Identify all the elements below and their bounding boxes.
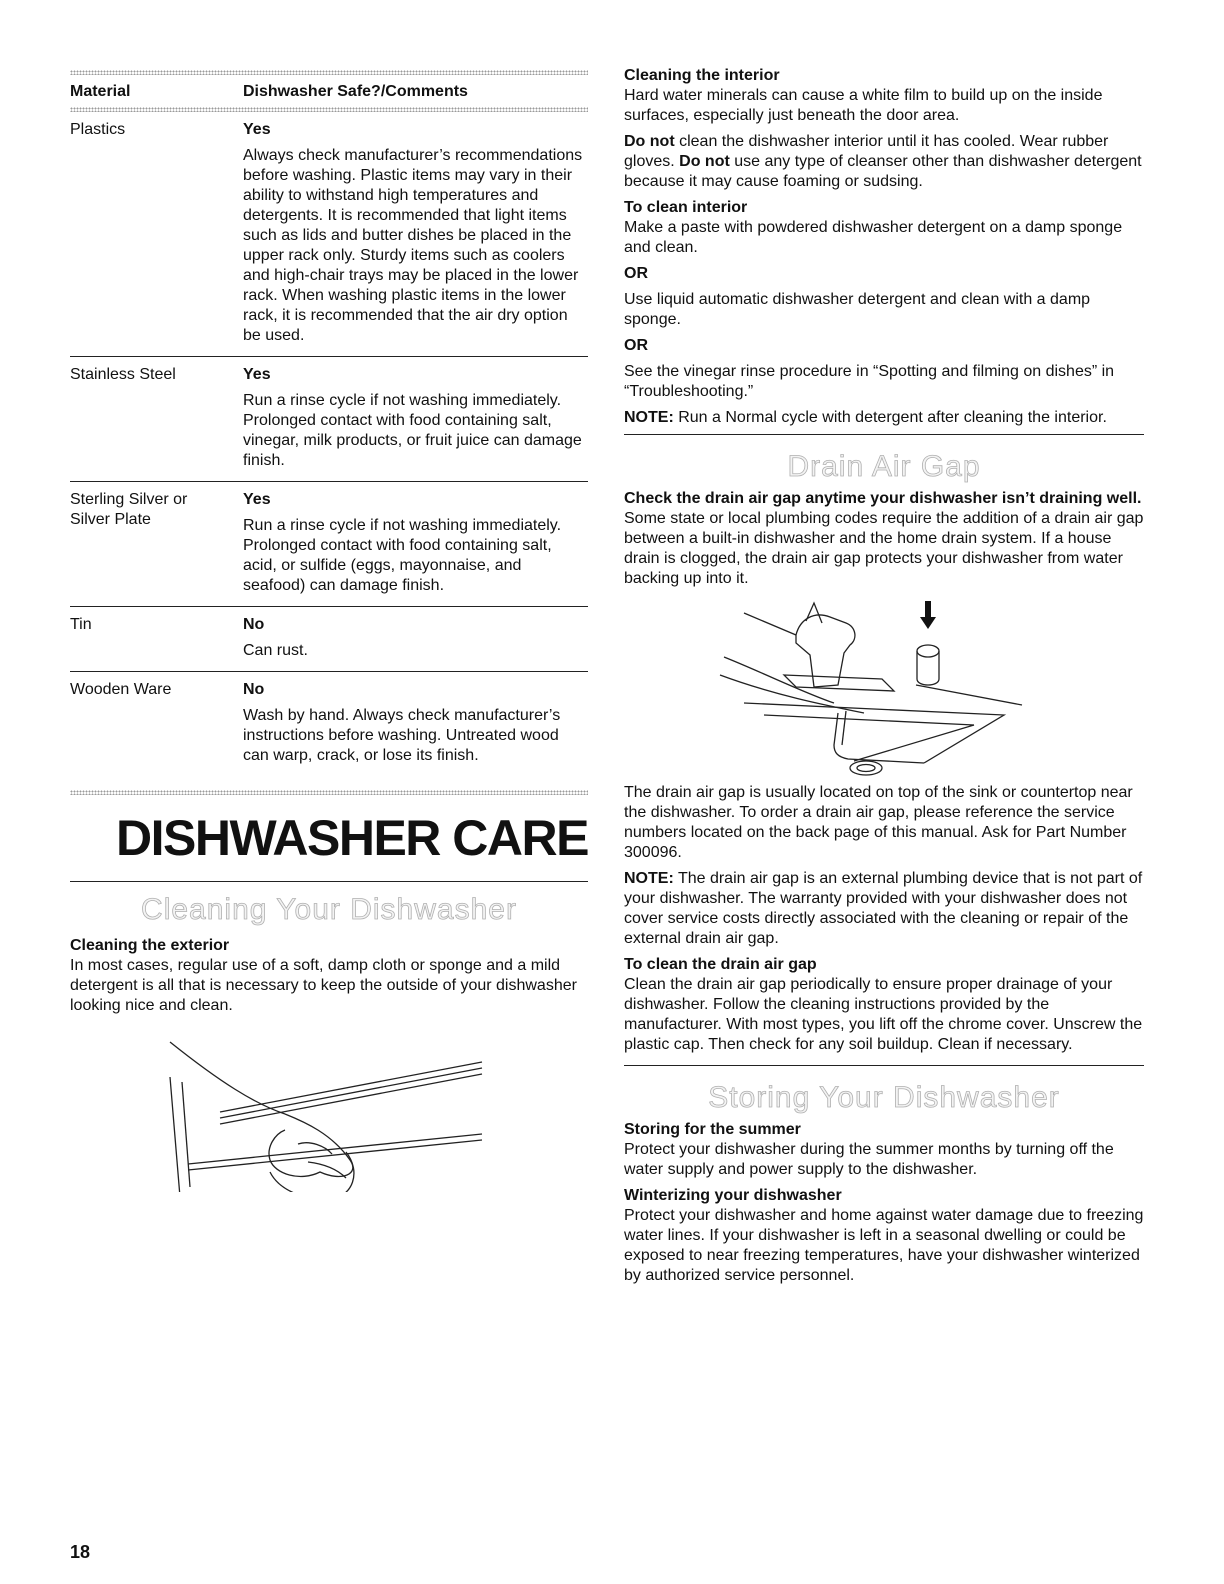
to-clean-step-1: Make a paste with powdered dishwasher detergent on a damp sponge and clean. [624,219,1123,256]
material-cell: Stainless Steel [70,366,176,383]
drain-note [624,869,1144,949]
drain-text-1: Some state or local plumbing codes require the addition of a drain air gap between a built-in dishwasher and the home drain system. If a house drain is clogged, the drain air gap protects your dishwasher from water backing up into it. [624,510,1144,587]
material-table-header [70,75,588,107]
interior-note [624,408,1144,428]
or-separator-1: OR [624,265,648,282]
winterizing-title: Winterizing your dishwasher [624,1187,842,1204]
page-title: DISHWASHER CARE [116,810,588,866]
wiping-door-illustration [70,1022,588,1192]
safe-value: Yes [243,121,271,138]
storing-section-rule [624,1065,1144,1066]
material-cell: Tin [70,616,92,633]
material-cell: Plastics [70,121,126,138]
drain-air-gap-illustration [624,595,1144,783]
or-separator-2: OR [624,337,648,354]
to-clean-step-2: Use liquid automatic dishwasher detergent and clean with a damp sponge. [624,291,1091,328]
to-clean-drain-title: To clean the drain air gap [624,956,817,973]
comment-text: Run a rinse cycle if not washing immediately. Prolonged contact with food containing salt, vinegar, milk products, or fruit juice can damage finish. [243,392,582,469]
page-number: 18 [70,1542,91,1562]
safe-value: Yes [243,491,271,508]
drain-text-2: The drain air gap is usually located on top of the sink or countertop near the dishwasher. To order a drain air gap, please reference the service numbers located on the back page of this manual. Ask for Part Number 300096. [624,784,1133,861]
title-rule [70,881,588,882]
drain-note-text: The drain air gap is an external plumbing device that is not part of your dishwasher. The warranty provided with your dishwasher does not cover service costs directly associated with the cleaning or repair of the external drain air gap. [624,870,1143,947]
drain-check-title: Check the drain air gap anytime your dishwasher isn’t draining well. [624,490,1142,507]
material-cell: Wooden Ware [70,681,172,698]
safe-value: No [243,616,265,633]
comment-cell [243,680,588,766]
comment-text: Wash by hand. Always check manufacturer’s instructions before washing. Untreated wood can warp, crack, or lose its finish. [243,707,561,764]
to-clean-drain-text: Clean the drain air gap periodically to ensure proper drainage of your dishwasher. Follow the cleaning instructions provided by the manufacturer. With most types, you lift off the chrome cover. Unscrew the plastic cap. Then check for any soil buildup. Clean if necessary. [624,976,1143,1053]
exterior-title: Cleaning the exterior [70,937,230,954]
interior-text-2b: use any type of cleanser other than dishwasher detergent because it may cause foaming or sudsing. [624,153,1142,190]
comment-cell [243,120,588,346]
material-cell: Sterling Silver or Silver Plate [70,491,188,528]
comment-cell [243,365,588,471]
comment-cell [243,615,588,661]
to-clean-interior-title: To clean interior [624,199,748,216]
material-table-body [70,112,588,776]
exterior-text: In most cases, regular use of a soft, damp cloth or sponge and a mild detergent is all that is necessary to keep the outside of your dishwasher looking nice and clean. [70,957,577,1014]
do-not-emphasis-2: Do not [679,153,730,170]
do-not-emphasis-1: Do not [624,133,675,150]
interior-title: Cleaning the interior [624,67,780,84]
note-text: Run a Normal cycle with detergent after cleaning the interior. [673,409,1107,426]
to-clean-step-3: See the vinegar rinse procedure in “Spotting and filming on dishes” in “Troubleshooting.” [624,363,1115,400]
header-comments: Dishwasher Safe?/Comments [243,83,468,100]
safe-value: Yes [243,366,271,383]
safe-value: No [243,681,265,698]
table-row [70,482,588,607]
comment-text: Can rust. [243,642,308,659]
storing-summer-text: Protect your dishwasher during the summer months by turning off the water supply and power supply to the dishwasher. [624,1141,1114,1178]
note-label: NOTE: [624,409,674,426]
winterizing-text: Protect your dishwasher and home against water damage due to freezing water lines. If your dishwasher is left in a seasonal dwelling or could be exposed to near freezing temperatures, have your dishwasher winterized by authorized service personnel. [624,1207,1144,1284]
comment-text: Always check manufacturer’s recommendations before washing. Plastic items may vary in their ability to withstand high temperatures and detergents. It is recommended that light items such as lids and butter dishes be placed in the upper rack only. Sturdy items such as coolers and high-chair trays may be placed in the lower rack. When washing plastic items in the lower rack, it is recommended that the air dry option be used. [243,147,583,344]
section-heading-drain: Drain Air Gap [787,450,981,483]
left-column [70,70,588,1192]
section-heading-storing: Storing Your Dishwasher [708,1081,1060,1114]
section-heading-cleaning: Cleaning Your Dishwasher [141,893,517,926]
table-row [70,607,588,672]
drain-section-rule [624,434,1144,435]
drain-note-label: NOTE: [624,870,674,887]
comment-cell [243,490,588,596]
table-row [70,112,588,357]
table-row [70,357,588,482]
table-bottom-rule [70,790,588,795]
storing-summer-title: Storing for the summer [624,1121,801,1138]
header-material: Material [70,83,131,100]
comment-text: Run a rinse cycle if not washing immediately. Prolonged contact with food containing salt, acid, or sulfide (eggs, mayonnaise, and seafood) can damage finish. [243,517,562,594]
interior-text-2a: clean the dishwasher interior until it has cooled. Wear rubber gloves. [624,133,1109,170]
interior-text-2 [624,132,1144,192]
table-row [70,672,588,776]
interior-text-1: Hard water minerals can cause a white film to build up on the inside surfaces, especially just beneath the door area. [624,87,1103,124]
right-column [624,66,1144,1292]
